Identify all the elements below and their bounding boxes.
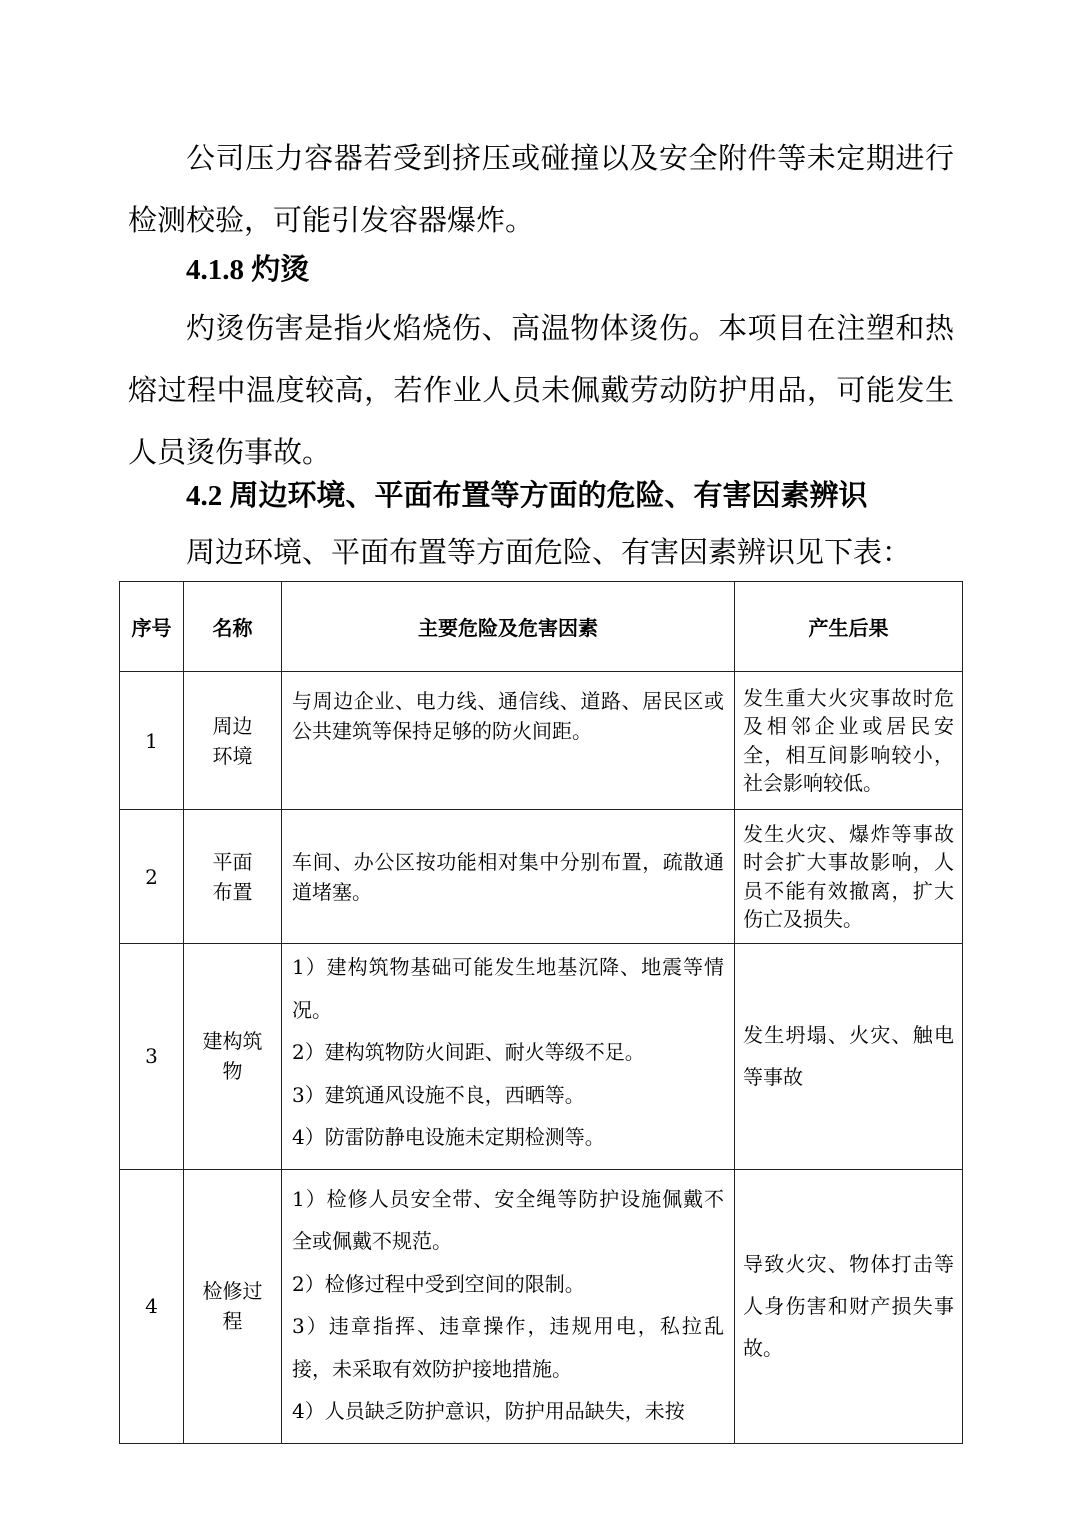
section-heading-4-1-8: 4.1.8 灼烫: [186, 254, 310, 286]
header-name: 名称: [184, 582, 282, 672]
row-no: 4: [120, 1169, 184, 1443]
hazard-item: 3）违章指挥、违章操作，违规用电，私拉乱接，未采取有效防护接地措施。: [292, 1314, 724, 1381]
table-header-row: [120, 582, 963, 672]
intro-paragraph: 公司压力容器若受到挤压或碰撞以及安全附件等未定期进行检测校验，可能引发容器爆炸。: [128, 141, 954, 237]
row-consequence: 发生火灾、爆炸等事故时会扩大事故影响，人员不能有效撤离，扩大伤亡及损失。: [735, 810, 963, 944]
hazard-item: 3）建筑通风设施不良，西晒等。: [292, 1082, 585, 1107]
row-name: 周边环境: [184, 672, 282, 810]
header-hazards: 主要危险及危害因素: [282, 582, 735, 672]
section-heading-4-2: 4.2 周边环境、平面布置等方面的危险、有害因素辨识: [186, 480, 868, 512]
row-hazards: [282, 810, 735, 944]
hazard-table: [119, 581, 963, 1444]
row-consequence: 发生重大火灾事故时危及相邻企业或居民安全，相互间影响较小，社会影响较低。: [735, 672, 963, 810]
section-4-1-8-body: 灼烫伤害是指火焰烧伤、高温物体烫伤。本项目在注塑和热熔过程中温度较高，若作业人员未佩戴劳动防护用品，可能发生人员烫伤事故。: [128, 311, 954, 469]
table-row: [120, 944, 963, 1170]
header-no: 序号: [120, 582, 184, 672]
row-hazards: [282, 672, 735, 810]
row-consequence: 发生坍塌、火灾、触电等事故: [735, 944, 963, 1170]
hazard-item: 1）检修人员安全带、安全绳等防护设施佩戴不全或佩戴不规范。: [292, 1186, 724, 1253]
row-hazards: [282, 1169, 735, 1443]
table-row: [120, 1169, 963, 1443]
row-no: 1: [120, 672, 184, 810]
row-no: 3: [120, 944, 184, 1170]
table-row: [120, 672, 963, 810]
row-name: 检修过程: [184, 1169, 282, 1443]
hazard-item: 1）建构筑物基础可能发生地基沉降、地震等情况。: [292, 955, 724, 1022]
hazard-item: 2）建构筑物防火间距、耐火等级不足。: [292, 1040, 645, 1064]
table-row: [120, 810, 963, 944]
hazard-item: 与周边企业、电力线、通信线、道路、居民区或公共建筑等保持足够的防火间距。: [292, 689, 724, 743]
section-4-2-intro: 周边环境、平面布置等方面危险、有害因素辨识见下表：: [186, 535, 912, 569]
hazard-item: 2）检修过程中受到空间的限制。: [292, 1271, 585, 1296]
row-name: 平面布置: [184, 810, 282, 944]
hazard-item: 4）防雷防静电设施未定期检测等。: [292, 1125, 605, 1149]
header-consequence: 产生后果: [735, 582, 963, 672]
row-consequence: 导致火灾、物体打击等人身伤害和财产损失事故。: [735, 1169, 963, 1443]
hazard-item: 4）人员缺乏防护意识，防护用品缺失，未按: [292, 1399, 685, 1423]
row-name: 建构筑物: [184, 944, 282, 1170]
row-no: 2: [120, 810, 184, 944]
row-hazards: [282, 944, 735, 1170]
hazard-item: 车间、办公区按功能相对集中分别布置，疏散通道堵塞。: [292, 849, 724, 904]
